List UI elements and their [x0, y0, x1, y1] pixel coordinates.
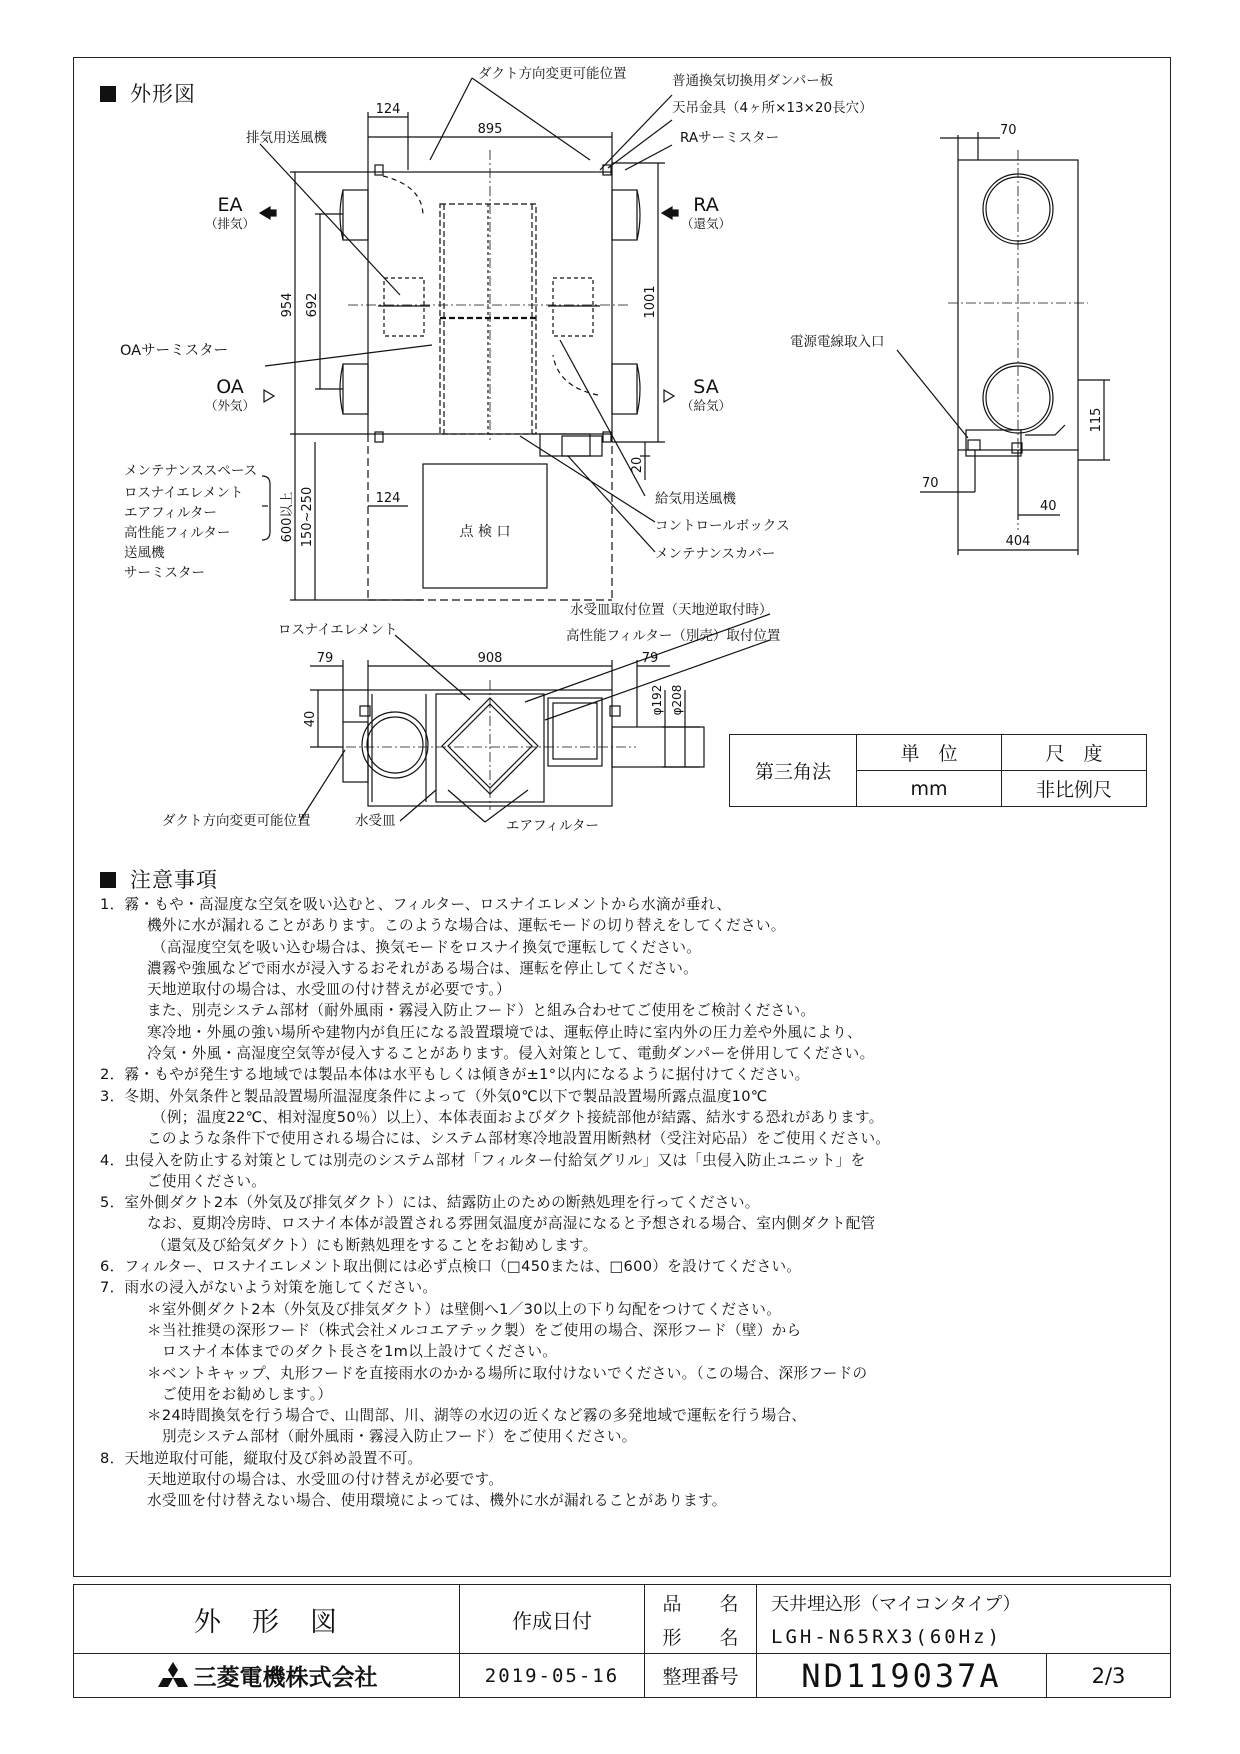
- label-maint-item: ロスナイエレメント: [124, 485, 244, 501]
- outline-section-title: 外形図: [100, 78, 196, 108]
- dim-124-mid: 124: [375, 491, 401, 506]
- label-inspection: 点 検 口: [459, 524, 511, 540]
- label-ra-thermistor: RAサーミスター: [680, 130, 780, 146]
- note-line: 冷気・外風・高湿度空気等が侵入することがあります。侵入対策として、電動ダンパーを併用してください。: [147, 1045, 875, 1063]
- note-line: 2．霧・もやが発生する地域では製品本体は水平もしくは傾きが±1°以内になるように据付けてください。: [100, 1066, 810, 1084]
- company-name: 三菱電機株式会社: [193, 1665, 378, 1691]
- note-line: （例；温度22℃、相対湿度50％）以上）、本体表面およびダクト接続部他が結露、結氷する恐れがあります。: [152, 1108, 884, 1126]
- label-oa: OA: [216, 376, 244, 398]
- label-duct-change-top: ダクト方向変更可能位置: [478, 66, 627, 82]
- label-maint-item: エアフィルター: [124, 505, 217, 521]
- label-maint-item: 高性能フィルター: [124, 525, 231, 541]
- ref-label: 整理番号: [645, 1654, 757, 1697]
- note-line: ＊24時間換気を行う場合で、山間部、川、湖等の水辺の近くなど霧の多発地域で運転を行う場合、: [147, 1407, 807, 1425]
- label-ra: RA: [693, 194, 719, 216]
- page-number: 2/3: [1091, 1663, 1126, 1688]
- doc-title: 外 形 図: [74, 1585, 460, 1654]
- label-exhaust-fan: 排気用送風機: [246, 130, 327, 146]
- notes-section-title: 注意事項: [100, 864, 218, 894]
- created-date: 2019-05-16: [460, 1654, 645, 1697]
- note-line: 水受皿を付け替えない場合、使用環境によっては、機外に水が漏れることがあります。: [147, 1492, 727, 1510]
- notes-list: [100, 894, 1160, 1512]
- created-label: 作成日付: [460, 1585, 645, 1654]
- label-damper: 普通換気切換用ダンパー板: [672, 73, 834, 89]
- note-line: 天地逆取付の場合は、水受皿の付け替えが必要です。）: [147, 981, 511, 999]
- label-oa-thermistor: OAサーミスター: [120, 343, 229, 359]
- note-line: ＊当社推奨の深形フード（株式会社メルコエアテック製）をご使用の場合、深形フード（壁）から: [147, 1321, 802, 1339]
- scale-label: 尺 度: [1002, 735, 1147, 771]
- note-line: このような条件下で使用される場合には、システム部材寒冷地設置用断熱材（受注対応品）をご使用ください。: [147, 1130, 891, 1148]
- company-cell: [74, 1654, 460, 1697]
- note-line: 5．室外側ダクト2本（外気及び排気ダクト）には、結露防止のための断熱処理を行ってください。: [100, 1194, 760, 1212]
- model-name: LGH-N65RX3(60Hz): [757, 1620, 1170, 1654]
- dim-895: 895: [477, 122, 503, 137]
- unit-label: 単 位: [857, 735, 1002, 771]
- label-drain-pan: 水受皿: [355, 813, 396, 829]
- bottom-view: [300, 614, 770, 822]
- dim-79-left: 79: [316, 651, 334, 666]
- dim-phi208: φ208: [670, 684, 684, 716]
- dim-404: 404: [1005, 534, 1031, 549]
- label-hp-filter: 高性能フィルター（別売）取付位置: [566, 628, 781, 644]
- title-block: [73, 1584, 1171, 1698]
- unit-value: mm: [857, 771, 1002, 807]
- note-line: 1．霧・もや・高湿度な空気を吸い込むと、フィルター、ロスナイエレメントから水滴が垂れ、: [100, 896, 732, 913]
- dim-40-side: 40: [1040, 499, 1057, 514]
- dim-20: 20: [630, 456, 645, 474]
- label-lossnay-element: ロスナイエレメント: [278, 622, 398, 638]
- label-ra-sub: （還気）: [680, 216, 732, 231]
- note-line: 7．雨水の浸入がないよう対策を施してください。: [100, 1279, 438, 1297]
- label-ea-sub: （排気）: [204, 216, 256, 231]
- label-supply-fan: 給気用送風機: [655, 491, 736, 507]
- note-line: 6．フィルター、ロスナイエレメント取出側には必ず点検口（□450または、□600）を設けてください。: [100, 1258, 802, 1276]
- label-sa: SA: [693, 376, 719, 398]
- top-view: [260, 78, 678, 600]
- side-view: [897, 132, 1110, 555]
- note-line: ご使用ください。: [147, 1172, 267, 1190]
- note-line: 寒冷地・外風の強い場所や建物内が負圧になる設置環境では、運転停止時に室内外の圧力差や外風により、: [147, 1023, 862, 1041]
- label-maint-cover: メンテナンスカバー: [655, 546, 776, 562]
- dim-phi192: φ192: [650, 684, 664, 716]
- note-line: 8．天地逆取付可能，縦取付及び斜め設置不可。: [100, 1449, 423, 1467]
- section-bullet-icon: [100, 872, 116, 888]
- note-line: ご使用をお勧めします。）: [162, 1385, 333, 1403]
- label-duct-change-bottom: ダクト方向変更可能位置: [162, 813, 311, 829]
- label-power-entry: 電源電線取入口: [790, 334, 885, 350]
- label-oa-sub: （外気）: [204, 398, 256, 413]
- note-line: ＊ベントキャップ、丸形フードを直接雨水のかかる場所に取付けないでください。（この場合、深形フードの: [147, 1364, 868, 1382]
- dim-115: 115: [1089, 407, 1104, 433]
- ref-number: ND119037A: [757, 1654, 1047, 1697]
- note-line: 天地逆取付の場合は、水受皿の付け替えが必要です。: [147, 1471, 504, 1489]
- mitsubishi-logo-icon: [156, 1661, 190, 1691]
- note-line: 機外に水が漏れることがあります。このような場合は、運転モードの切り替えをしてください。: [147, 917, 786, 935]
- note-line: （還気及び給気ダクト）にも断熱処理をすることをお勧めします。: [152, 1236, 598, 1254]
- note-line: 4．虫侵入を防止する対策としては別売のシステム部材「フィルター付給気グリル」又は「虫侵入防止ユニット」を: [100, 1151, 866, 1169]
- product-label: 品 名: [645, 1585, 757, 1620]
- note-line: なお、夏期冷房時、ロスナイ本体が設置される雰囲気温度が高湿になると予想される場合、室内側ダクト配管: [147, 1215, 876, 1233]
- dim-954: 954: [280, 292, 295, 318]
- label-maint-item: 送風機: [124, 545, 165, 561]
- note-line: ロスナイ本体までのダクト長さを1m以上設けてください。: [162, 1343, 558, 1361]
- label-ea: EA: [217, 194, 243, 216]
- dim-600: 600以上: [280, 491, 295, 543]
- dim-40-bottom: 40: [303, 710, 318, 728]
- dim-124-top: 124: [375, 102, 401, 117]
- dim-70-top: 70: [1000, 123, 1017, 138]
- projection-method: 第三角法: [730, 735, 857, 807]
- note-line: ＊室外側ダクト2本（外気及び排気ダクト）は壁側へ1／30以上の下り勾配をつけてください。: [147, 1300, 782, 1318]
- dim-70-bottom: 70: [922, 476, 939, 491]
- note-line: 濃霧や強風などで雨水が浸入するおそれがある場合は、運転を停止してください。: [147, 959, 699, 977]
- label-maint-title: メンテナンススペース: [124, 463, 258, 479]
- model-label: 形 名: [645, 1620, 757, 1654]
- note-line: （高湿度空気を吸い込む場合は、換気モードをロスナイ換気で運転してください。: [152, 938, 702, 956]
- scale-table: [729, 734, 1147, 807]
- label-sa-sub: （給気）: [680, 398, 732, 413]
- label-drain-pos: 水受皿取付位置（天地逆取付時）: [570, 602, 773, 618]
- note-line: 3．冬期、外気条件と製品設置場所温湿度条件によって（外気0℃以下で製品設置場所露点温度10℃: [100, 1087, 768, 1105]
- label-control-box: コントロールボックス: [655, 518, 790, 534]
- dim-1001: 1001: [643, 285, 658, 319]
- note-line: また、別売システム部材（耐外風雨・霧浸入防止フード）と組み合わせてご使用をご検討ください。: [147, 1002, 816, 1020]
- label-maint-item: サーミスター: [124, 565, 205, 581]
- note-line: 別売システム部材（耐外風雨・霧浸入防止フード）をご使用ください。: [162, 1428, 637, 1446]
- dim-79-right: 79: [641, 651, 659, 666]
- product-name: 天井埋込形（マイコンタイプ）: [771, 1593, 1021, 1615]
- label-hanger: 天吊金具（4ヶ所×13×20長穴）: [672, 100, 873, 116]
- scale-value: 非比例尺: [1002, 771, 1147, 807]
- label-air-filter: エアフィルター: [506, 818, 599, 834]
- dim-692: 692: [305, 292, 320, 318]
- dim-150-250: 150~250: [300, 486, 315, 548]
- dim-908: 908: [477, 651, 503, 666]
